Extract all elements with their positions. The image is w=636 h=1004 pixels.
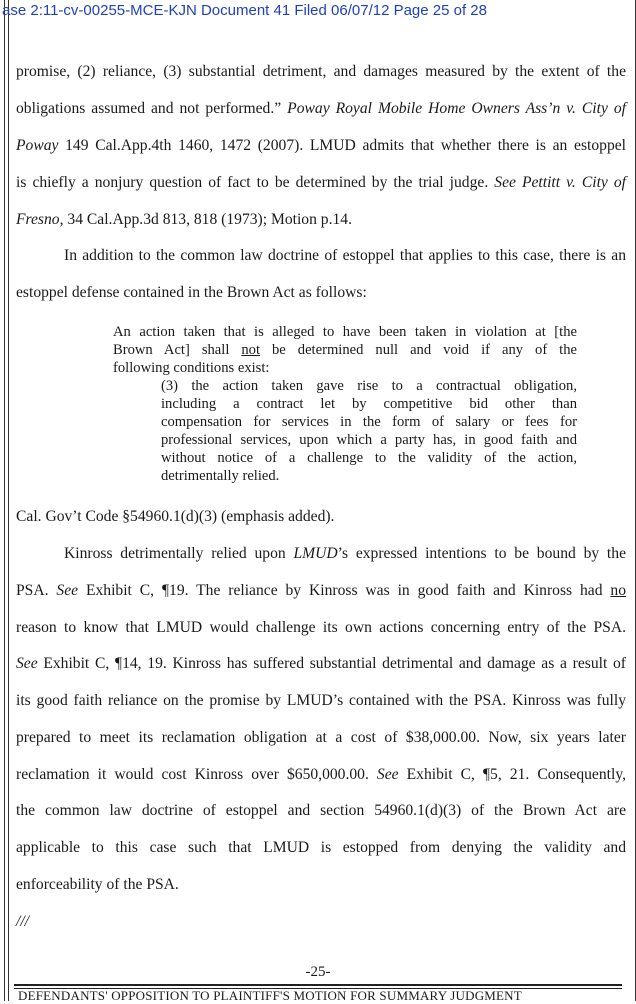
page-number: -25-: [305, 964, 331, 980]
body-line: enforceability of the PSA.: [16, 876, 179, 893]
emphasis-underline: not: [241, 342, 261, 358]
left-margin-rule: [4, 0, 5, 1001]
case-citation: Fresno,: [16, 211, 64, 228]
body-line: reclamation it would cost Kinross over $650,000.00. See Exhibit C, ¶5, 21. Consequently,: [16, 766, 626, 783]
quote-line: following conditions exist:: [113, 360, 270, 376]
signal-italic: See: [56, 582, 79, 599]
body-line: prepared to meet its reclamation obligation at a cost of $38,000.00. Now, six years later: [16, 729, 626, 746]
emphasis-underline: no: [610, 582, 626, 599]
court-filing-header: ase 2:11-cv-00255-MCE-KJN Document 41 Filed 06/07/12 Page 25 of 28: [2, 2, 487, 19]
case-citation: Poway: [16, 137, 59, 154]
body-line: Kinross detrimentally relied upon LMUD’s expressed intentions to be bound by the: [64, 545, 626, 562]
case-citation: Poway Royal Mobile Home Owners Ass’n v. City of: [287, 100, 626, 117]
section-slashes: ///: [16, 913, 29, 930]
body-line: In addition to the common law doctrine of estoppel that applies to this case, there is an: [64, 247, 626, 264]
party-name-italic: LMUD: [293, 545, 338, 562]
body-line: reason to know that LMUD would challenge its own actions concerning entry of the PSA.: [16, 619, 626, 636]
quote-line: detrimentally relied.: [161, 468, 280, 484]
quote-line: without notice of a challenge to the validity of the action,: [161, 450, 577, 466]
quote-line: professional services, upon which a party has, in good faith and: [161, 432, 577, 448]
body-line: Poway 149 Cal.App.4th 1460, 1472 (2007). LMUD admits that whether there is an estoppel: [16, 137, 626, 154]
quote-line: including a contract let by competitive bid other than: [161, 396, 577, 412]
body-line: its good faith reliance on the promise by LMUD’s contained with the PSA. Kinross was fully: [16, 692, 626, 709]
document-footer-title: DEFENDANTS' OPPOSITION TO PLAINTIFF'S MOTION FOR SUMMARY JUDGMENT: [18, 988, 522, 1003]
body-line: estoppel defense contained in the Brown Act as follows:: [16, 284, 367, 301]
case-citation: See Pettitt v. City of: [494, 174, 626, 191]
body-line: applicable to this case such that LMUD is estopped from denying the validity and: [16, 839, 626, 856]
body-line: the common law doctrine of estoppel and section 54960.1(d)(3) of the Brown Act are: [16, 802, 626, 819]
body-line: Fresno, 34 Cal.App.3d 813, 818 (1973); Motion p.14.: [16, 211, 352, 228]
statute-citation: Cal. Gov’t Code §54960.1(d)(3) (emphasis added).: [16, 508, 335, 525]
body-line: is chiefly a nonjury question of fact to be determined by the trial judge. See Pettitt v. City of: [16, 174, 626, 191]
document-body-continued: [16, 0, 626, 960]
left-margin-rule-inner: [8, 0, 9, 1001]
quote-line: Brown Act] shall not be determined null and void if any of the: [113, 342, 577, 358]
quote-line: (3) the action taken gave rise to a contractual obligation,: [161, 378, 577, 394]
footer-rule: [14, 984, 622, 986]
body-line: PSA. See Exhibit C, ¶19. The reliance by Kinross was in good faith and Kinross had no: [16, 582, 626, 599]
body-line: obligations assumed and not performed.” Poway Royal Mobile Home Owners Ass’n v. City of: [16, 100, 626, 117]
signal-italic: See: [376, 766, 399, 783]
signal-italic: See: [16, 655, 38, 672]
body-line: promise, (2) reliance, (3) substantial detriment, and damages measured by the extent of the: [16, 63, 626, 80]
quote-line: compensation for services in the form of salary or fees for: [161, 414, 577, 430]
body-line: See Exhibit C, ¶14, 19. Kinross has suffered substantial detrimental and damage as a result of: [16, 655, 626, 672]
quote-line: An action taken that is alleged to have been taken in violation at [the: [113, 324, 577, 340]
